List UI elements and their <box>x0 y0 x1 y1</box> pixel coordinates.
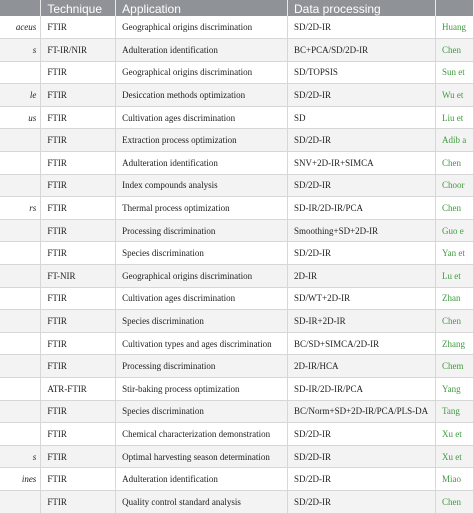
table-row <box>0 265 474 288</box>
cell-application: Chemical characterization demonstration <box>116 423 288 446</box>
cell-ref: Xu et <box>435 423 473 446</box>
header-data-processing: Data processing <box>288 0 436 16</box>
table-row <box>0 400 474 423</box>
cell-ref: Chen <box>435 152 473 175</box>
cell-technique: FTIR <box>41 106 116 129</box>
cell-processing: 2D-IR <box>288 265 436 288</box>
cell-application: Adulteration identification <box>116 39 288 62</box>
cell-ref: Liu et <box>435 106 473 129</box>
header-species <box>0 0 41 16</box>
table-row <box>0 174 474 197</box>
cell-application: Index compounds analysis <box>116 174 288 197</box>
cell-application: Cultivation ages discrimination <box>116 106 288 129</box>
cell-ref: Huang <box>435 16 473 39</box>
cell-processing: SD/2D-IR <box>288 174 436 197</box>
cell-technique: FTIR <box>41 468 116 491</box>
cell-application: Extraction process optimization <box>116 129 288 152</box>
cell-species <box>0 310 41 333</box>
cell-ref: Chen <box>435 39 473 62</box>
cell-application: Species discrimination <box>116 242 288 265</box>
cell-species: s <box>0 445 41 468</box>
cell-ref: Choor <box>435 174 473 197</box>
table-row <box>0 242 474 265</box>
cell-species <box>0 265 41 288</box>
cell-species <box>0 400 41 423</box>
cell-species: rs <box>0 197 41 220</box>
cell-processing: SD-IR+2D-IR <box>288 310 436 333</box>
table-row <box>0 332 474 355</box>
cell-application: Stir-baking process optimization <box>116 378 288 401</box>
cell-application: Optimal harvesting season determination <box>116 445 288 468</box>
table-row <box>0 152 474 175</box>
cell-application: Species discrimination <box>116 400 288 423</box>
cell-application: Processing discrimination <box>116 355 288 378</box>
cell-processing: BC/SD+SIMCA/2D-IR <box>288 332 436 355</box>
cell-species <box>0 61 41 84</box>
cell-processing: SNV+2D-IR+SIMCA <box>288 152 436 175</box>
table-row <box>0 468 474 491</box>
cell-technique: FTIR <box>41 61 116 84</box>
cell-application: Species discrimination <box>116 310 288 333</box>
header-application: Application <box>116 0 288 16</box>
cell-application: Quality control standard analysis <box>116 490 288 513</box>
cell-technique: FT-IR/NIR <box>41 39 116 62</box>
table-row <box>0 355 474 378</box>
cell-technique: FTIR <box>41 84 116 107</box>
cell-species <box>0 152 41 175</box>
cell-species: us <box>0 106 41 129</box>
cell-ref: Guo e <box>435 219 473 242</box>
cell-ref: Sun et <box>435 61 473 84</box>
cell-processing: BC+PCA/SD/2D-IR <box>288 39 436 62</box>
table-row <box>0 378 474 401</box>
cell-technique: FTIR <box>41 219 116 242</box>
cell-processing: SD/2D-IR <box>288 445 436 468</box>
cell-ref: Yang <box>435 378 473 401</box>
cell-application: Cultivation ages discrimination <box>116 287 288 310</box>
table-row <box>0 490 474 513</box>
cell-processing: SD/WT+2D-IR <box>288 287 436 310</box>
cell-species <box>0 287 41 310</box>
cell-processing: SD/2D-IR <box>288 16 436 39</box>
cell-application: Adulteration identification <box>116 152 288 175</box>
cell-processing: SD/2D-IR <box>288 468 436 491</box>
table-row <box>0 445 474 468</box>
cell-ref: Tang <box>435 400 473 423</box>
cell-ref: Xu et <box>435 445 473 468</box>
cell-technique: FTIR <box>41 445 116 468</box>
cell-species <box>0 378 41 401</box>
cell-technique: FTIR <box>41 287 116 310</box>
table-row <box>0 197 474 220</box>
cell-application: Geographical origins discrimination <box>116 265 288 288</box>
table-header-row <box>0 0 474 16</box>
cell-species <box>0 174 41 197</box>
cell-ref: Zhan <box>435 287 473 310</box>
cell-application: Cultivation types and ages discrimination <box>116 332 288 355</box>
cell-processing: SD/2D-IR <box>288 490 436 513</box>
cell-technique: FTIR <box>41 490 116 513</box>
table-row <box>0 106 474 129</box>
cell-processing: SD/2D-IR <box>288 242 436 265</box>
cell-processing: SD/2D-IR <box>288 423 436 446</box>
cell-ref: Zhang <box>435 332 473 355</box>
cell-technique: FTIR <box>41 197 116 220</box>
cell-technique: FTIR <box>41 355 116 378</box>
cell-technique: ATR-FTIR <box>41 378 116 401</box>
cell-technique: FTIR <box>41 310 116 333</box>
table-row <box>0 129 474 152</box>
cell-technique: FTIR <box>41 400 116 423</box>
cell-application: Geographical origins discrimination <box>116 61 288 84</box>
cell-ref: Chem <box>435 355 473 378</box>
cell-processing: SD/TOPSIS <box>288 61 436 84</box>
cell-species <box>0 423 41 446</box>
cell-species: ines <box>0 468 41 491</box>
table-row <box>0 84 474 107</box>
cell-technique: FTIR <box>41 152 116 175</box>
cell-processing: 2D-IR/HCA <box>288 355 436 378</box>
cell-ref: Adib a <box>435 129 473 152</box>
cell-species <box>0 332 41 355</box>
cell-ref: Chen <box>435 490 473 513</box>
table-row <box>0 219 474 242</box>
table-row <box>0 61 474 84</box>
cell-processing: BC/Norm+SD+2D-IR/PCA/PLS-DA <box>288 400 436 423</box>
cell-ref: Chen <box>435 197 473 220</box>
cell-species <box>0 219 41 242</box>
table-row <box>0 423 474 446</box>
header-reference <box>435 0 473 16</box>
cell-ref: Miao <box>435 468 473 491</box>
table-row <box>0 39 474 62</box>
cell-species <box>0 355 41 378</box>
cell-ref: Wu et <box>435 84 473 107</box>
cell-ref: Lu et <box>435 265 473 288</box>
cell-ref: Chen <box>435 310 473 333</box>
cell-application: Thermal process optimization <box>116 197 288 220</box>
cell-application: Processing discrimination <box>116 219 288 242</box>
cell-processing: SD-IR/2D-IR/PCA <box>288 378 436 401</box>
cell-species <box>0 129 41 152</box>
cell-processing: SD-IR/2D-IR/PCA <box>288 197 436 220</box>
cell-processing: Smoothing+SD+2D-IR <box>288 219 436 242</box>
cell-application: Adulteration identification <box>116 468 288 491</box>
cell-technique: FTIR <box>41 16 116 39</box>
cell-technique: FTIR <box>41 129 116 152</box>
cell-species: aceus <box>0 16 41 39</box>
cell-species: s <box>0 39 41 62</box>
cell-technique: FTIR <box>41 242 116 265</box>
cell-technique: FTIR <box>41 332 116 355</box>
cell-technique: FTIR <box>41 174 116 197</box>
header-technique: Technique <box>41 0 116 16</box>
cell-ref: Yan et <box>435 242 473 265</box>
cell-processing: SD/2D-IR <box>288 129 436 152</box>
table-row <box>0 310 474 333</box>
cell-species <box>0 242 41 265</box>
cell-application: Desiccation methods optimization <box>116 84 288 107</box>
table-row <box>0 16 474 39</box>
cell-technique: FTIR <box>41 423 116 446</box>
cell-species <box>0 490 41 513</box>
cell-technique: FT-NIR <box>41 265 116 288</box>
cell-application: Geographical origins discrimination <box>116 16 288 39</box>
cell-processing: SD/2D-IR <box>288 84 436 107</box>
cell-species: le <box>0 84 41 107</box>
cell-processing: SD <box>288 106 436 129</box>
table-row <box>0 287 474 310</box>
